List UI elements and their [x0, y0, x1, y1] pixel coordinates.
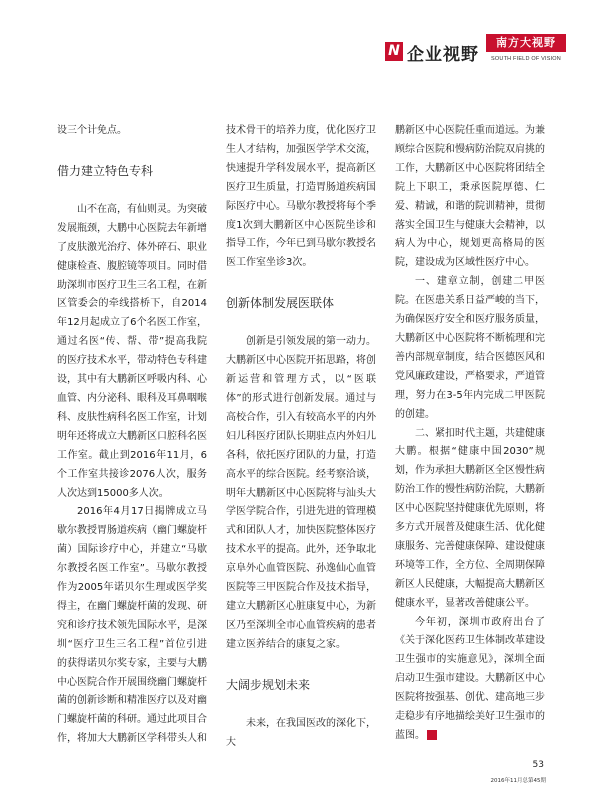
issue-info: 2016年11月总第45期	[490, 778, 546, 784]
end-mark-icon: N	[427, 730, 437, 740]
subheading: 创新体制发展医联体	[226, 296, 335, 311]
paragraph: 一、建章立制，创建二甲医院。在医患关系日益严峻的当下，为确保医疗安全和医疗服务质量，大鹏新区中心医院将不断梳理和完善内部规章制度，结合医德医风和党风廉政建设，严格要求，严道管理，努力在3-5年内完成二甲医院的创建。	[395, 276, 545, 420]
text-column-1	[57, 122, 207, 749]
text-column-3	[395, 122, 545, 746]
paragraph: 二、紧扣时代主题，共建健康大鹏。根据“健康中国2030”规划，作为承担大鹏新区全区慢性病防治工作的慢性病防治院，大鹏新区中心医院坚持健康优先原则，将多方式开展普及健康生活、优化健康服务、完善健康保障、建设健康环境等工作，全方位、全周期保障新区人民健康，大幅提高大鹏新区健康水平，显著改善健康公平。	[395, 427, 545, 609]
paragraph: 2016年4月17日揭牌成立马歇尔教授胃肠道疾病（幽门螺旋杆菌）国际诊疗中心，并建立“马歇尔教授名医工作室”。马歇尔教授作为2005年诺贝尔生理或医学奖得主，在幽门螺旋杆菌的发现、研究和诊疗技术领先国际水平，是深圳“医疗卫生三名工程”首位引进的获得诺贝尔奖专家，主要与大鹏中心医院合作开展围绕幽门螺旋杆菌的创新诊断和精准医疗以及对幽门螺旋杆菌的科研。通过此项目合作，将加大大鹏新区学科带头人和	[57, 506, 207, 745]
text-column-2	[226, 122, 376, 752]
brand-logo-icon: N	[385, 42, 403, 61]
paragraph: 未来，在我国医改的深化下，大	[226, 717, 376, 748]
paragraph: 设三个计免点。	[57, 125, 127, 136]
section-tag	[486, 34, 566, 62]
section-tag-cn: 南方大视野	[486, 34, 566, 52]
subheading: 大阔步规划未来	[226, 677, 311, 692]
section-tag-en: SOUTH FIELD OF VISION	[491, 56, 561, 62]
paragraph: 山不在高，有仙则灵。为突破发展瓶颈，大鹏中心医院去年新增了皮肤激光治疗、体外碎石、职业健康检查、腹腔镜等项目。同时借助深圳市医疗卫生三名工程，在新区管委会的牵线搭桥下，自2014年12月起成立了6个名医工作室，通过名医“传、帮、带”提高我院的医疗技术水平，带动特色专科建设，其中有大鹏新区呼吸内科、心血管、内分泌科、眼科及耳鼻咽喉科、皮肤性病科名医工作室，计划明年还将成立大鹏新区口腔科名医工作室。截止到2016年11月，6个工作室共接诊2076人次，服务人次达到15000多人次。	[57, 203, 207, 499]
paragraph: 创新是引领发展的第一动力。大鹏新区中心医院开拓思路，将创新运营和管理方式，以“医联体”的形式进行创新发展。通过与高校合作，引入有较高水平的内外妇儿科医疗团队长期驻点内外妇儿各科，依托医疗团队的力量，打造高水平的综合医院。经考察洽谈，明年大鹏新区中心医院将与汕头大学医学院合作，引进先进的管理模式和团队人才，加快医院整体医疗技术水平的提高。此外，还争取北京阜外心血管医院、孙逸仙心血管医院等三甲医院合作及技术指导，建立大鹏新区心脏康复中心，为新区乃至深圳全市心血管疾病的患者建立医养结合的康复之家。	[226, 336, 376, 650]
paragraph: 鹏新区中心医院任重而道远。为兼顾综合医院和慢病防治院双肩挑的工作，大鹏新区中心医院将团结全院上下职工，秉承医院厚德、仁爱、精诚，和谐的院训精神，贯彻落实全国卫生与健康大会精神，以病人为中心，规划更高格局的医院，建设成为区域性医疗中心。	[395, 125, 545, 269]
paragraph-text: 今年初，深圳市政府出台了《关于深化医药卫生体制改革建设卫生强市的实施意见》，深圳全面启动卫生强市建设。大鹏新区中心医院将按强基、创优、建高地三步走稳步有序地描绘美好卫生强市的蓝图。	[395, 616, 545, 741]
masthead	[385, 34, 569, 76]
paragraph-final	[395, 614, 545, 746]
paragraph: 技术骨干的培养力度，优化医疗卫生人才结构，加强医学学术交流，快速提升学科发展水平，提高新区医疗卫生质量，打造胃肠道疾病国际医疗中心。马歇尔教授将每个季度1次到大鹏新区中心医院坐诊和指导工作，今年已到马歇尔教授名医工作室坐诊3次。	[226, 125, 376, 269]
column-title: 企业视野	[407, 45, 479, 65]
subheading: 借力建立特色专科	[57, 163, 154, 178]
page-number: 53	[532, 760, 544, 770]
